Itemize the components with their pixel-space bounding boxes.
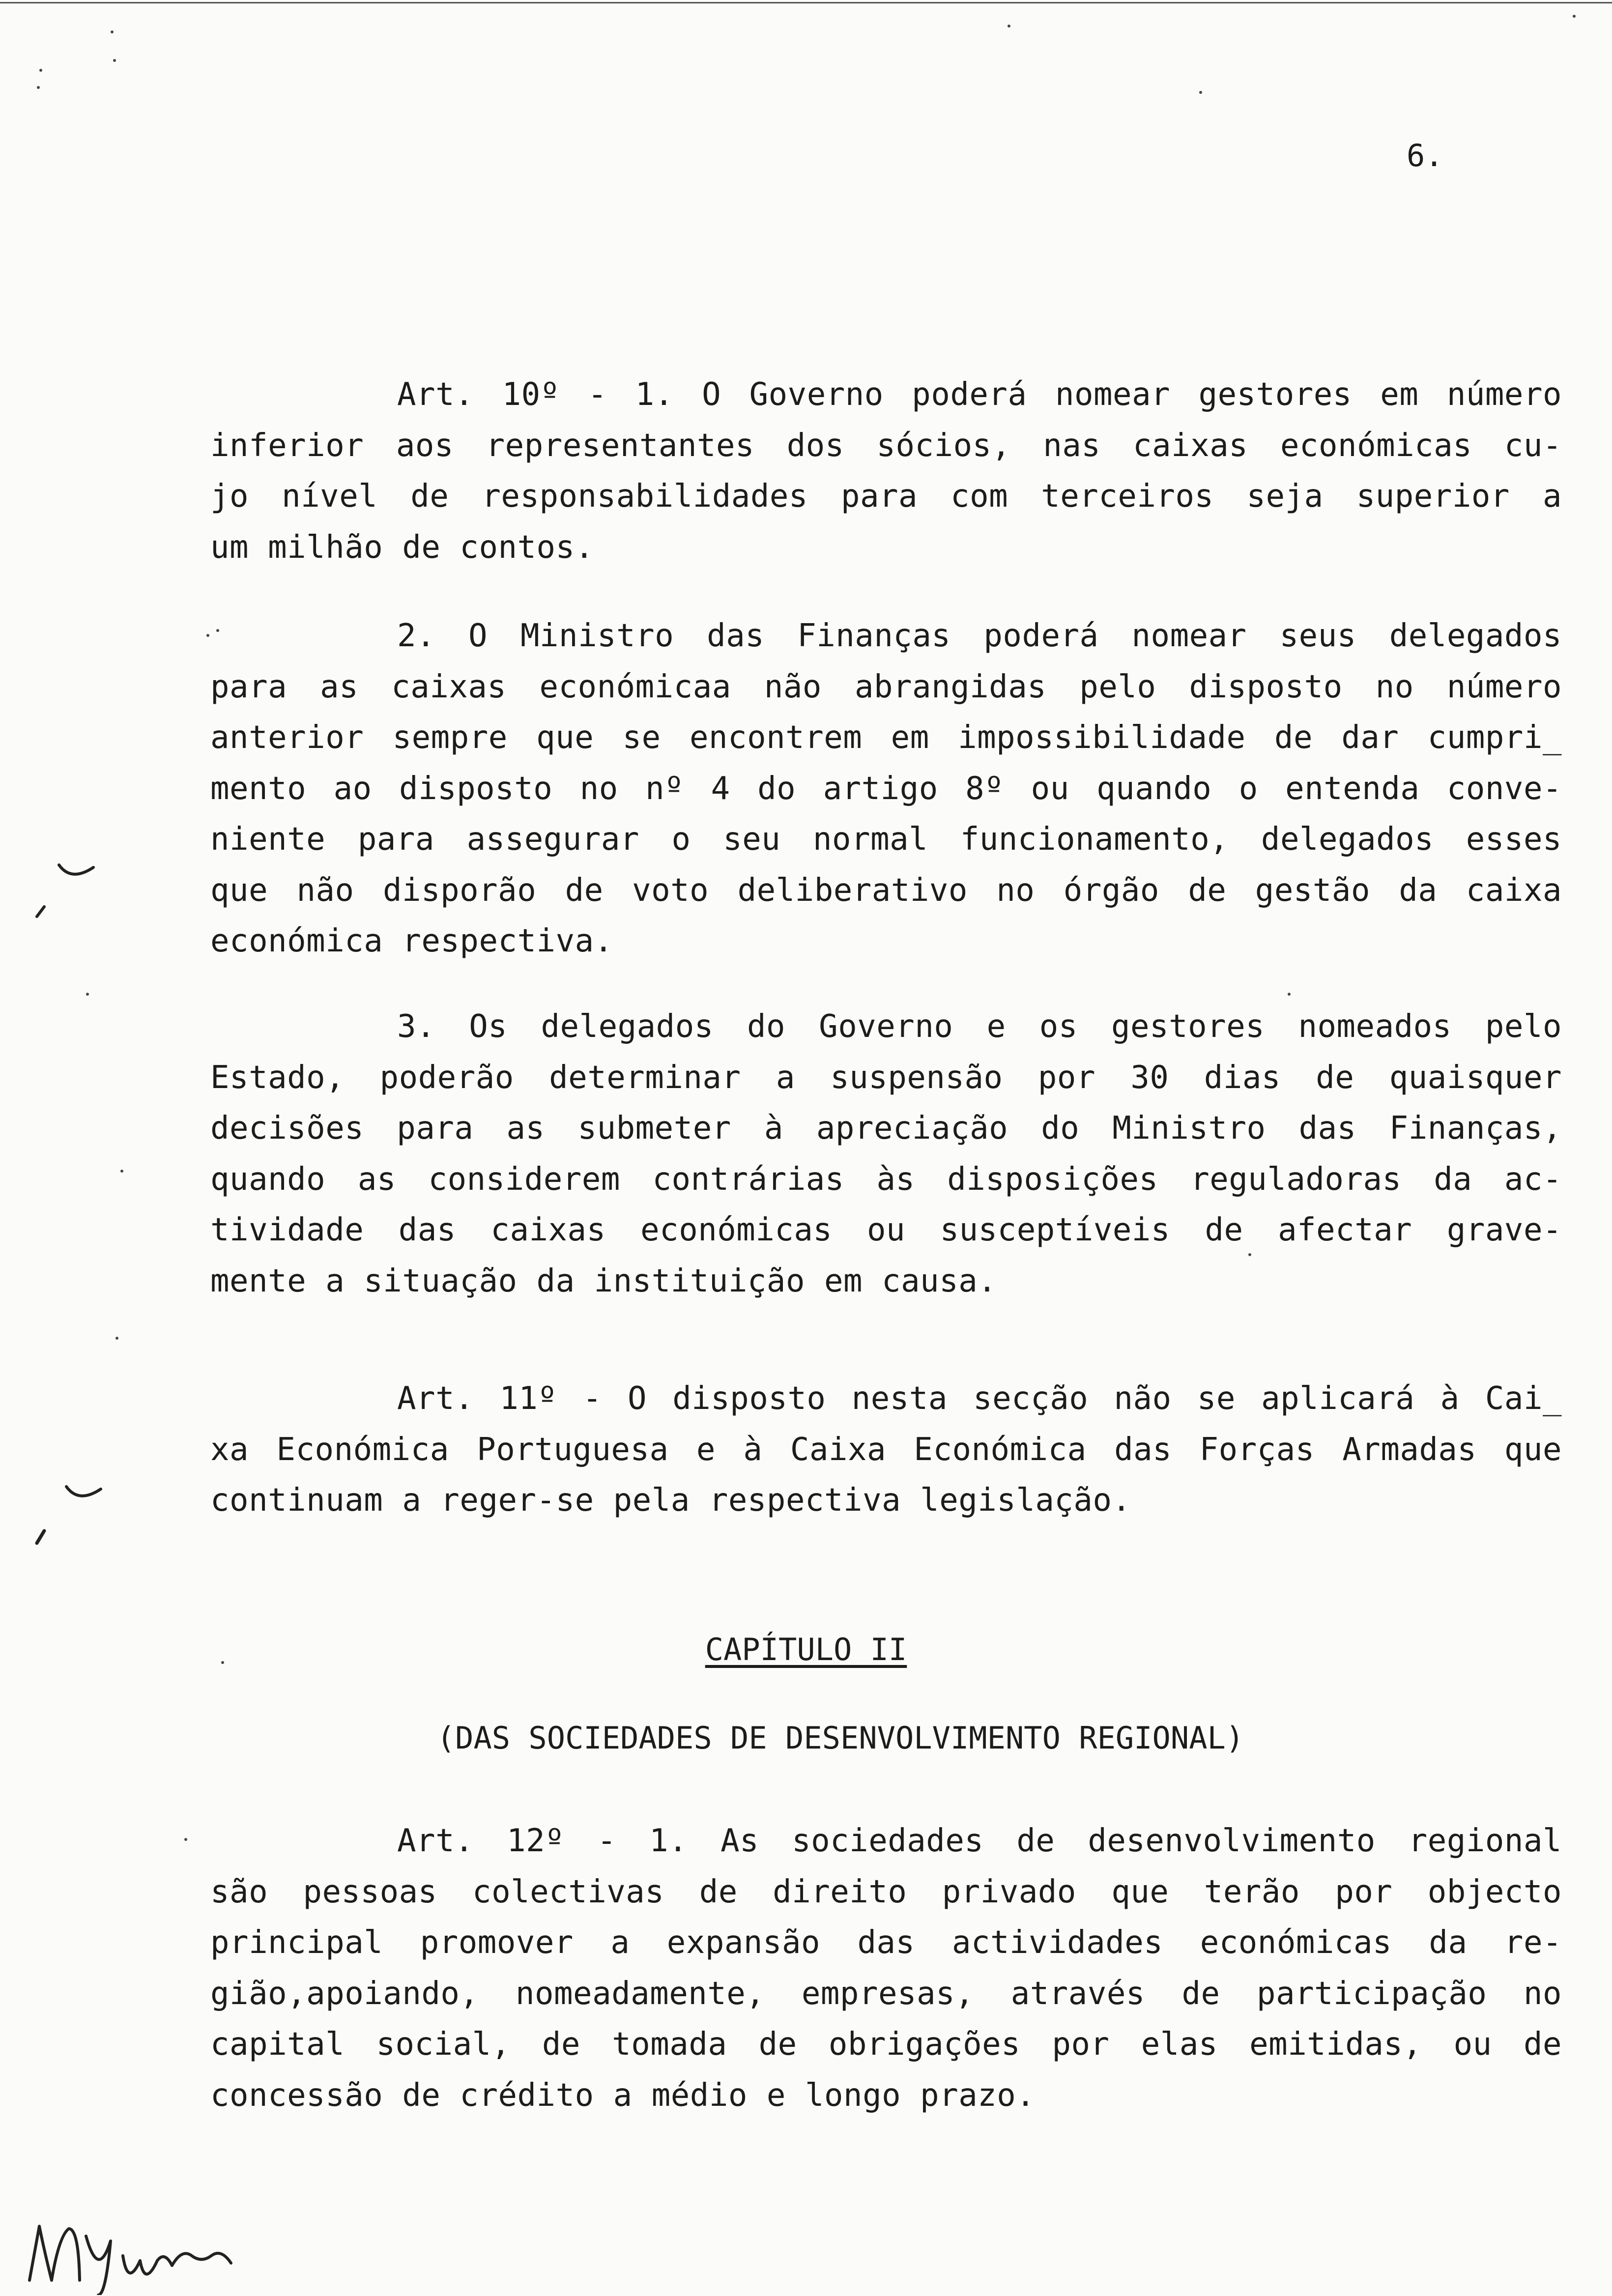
scan-speck <box>1008 25 1010 28</box>
text-line: xa Económica Portuguesa e à Caixa Económica das Forças Armadas que <box>210 1431 1562 1468</box>
text-line: são pessoas colectivas de direito privado que terão por objecto <box>210 1873 1562 1910</box>
scan-speck <box>39 69 42 72</box>
text-line: económica respectiva. <box>210 923 613 959</box>
text-line: Estado, poderão determinar a suspensão por 30 dias de quaisquer <box>210 1059 1562 1096</box>
art11-paragraph <box>210 1374 1562 1526</box>
text-line: anterior sempre que se encontrem em impossibilidade de dar cumpri_ <box>210 719 1562 756</box>
margin-check-mark <box>29 1474 108 1553</box>
page-top-edge <box>0 2 1612 3</box>
scan-speck <box>86 993 89 996</box>
text-line: Art. 12º - 1. As sociedades de desenvolvimento regional <box>397 1823 1562 1859</box>
art12-paragraph <box>210 1816 1562 2121</box>
text-line: mento ao disposto no nº 4 do artigo 8º ou quando o entenda conve- <box>210 770 1562 807</box>
scan-speck <box>111 30 114 33</box>
scan-speck <box>221 1661 224 1664</box>
text-line: niente para assegurar o seu normal funcionamento, delegados esses <box>210 821 1562 858</box>
text-line: gião,apoiando, nomeadamente, empresas, através de participação no <box>210 1975 1562 2012</box>
text-line: jo nível de responsabilidades para com terceiros seja superior a <box>210 478 1562 515</box>
text-line: um milhão de contos. <box>210 529 594 566</box>
text-line: capital social, de tomada de obrigações por elas emitidas, ou de <box>210 2026 1562 2063</box>
text-line: mente a situação da instituição em causa. <box>210 1263 997 1299</box>
page-number: 6. <box>1407 138 1443 173</box>
text-line: concessão de crédito a médio e longo prazo. <box>210 2077 1036 2114</box>
handwritten-signature <box>25 2182 300 2295</box>
art10-paragraph-2 <box>210 611 1562 967</box>
text-line: para as caixas económicaa não abrangidas pelo disposto no número <box>210 668 1562 705</box>
chapter-subtitle: (DAS SOCIEDADES DE DESENVOLVIMENTO REGIONAL) <box>436 1720 1244 1756</box>
text-line: 3. Os delegados do Governo e os gestores nomeados pelo <box>397 1008 1562 1045</box>
scan-speck <box>184 1838 187 1841</box>
text-line: Art. 11º - O disposto nesta secção não se aplicará à Cai_ <box>397 1380 1562 1417</box>
text-line: quando as considerem contrárias às disposições reguladoras da ac- <box>210 1161 1562 1198</box>
scan-speck <box>1288 993 1291 996</box>
chapter-title <box>560 1632 1052 1667</box>
scan-speck <box>1199 91 1202 94</box>
chapter-title-text: CAPÍTULO II <box>705 1632 907 1667</box>
text-line: principal promover a expansão das actividades económicas da re- <box>210 1924 1562 1961</box>
text-line: tividade das caixas económicas ou susceptíveis de afectar grave- <box>210 1212 1562 1248</box>
art10-paragraph-3 <box>210 1002 1562 1307</box>
scan-speck <box>1248 1253 1251 1256</box>
text-line: que não disporão de voto deliberativo no órgão de gestão da caixa <box>210 872 1562 909</box>
scan-speck <box>206 634 209 637</box>
text-line: 2. O Ministro das Finanças poderá nomear seus delegados <box>397 618 1562 654</box>
margin-check-mark <box>29 855 108 924</box>
text-line: Art. 10º - 1. O Governo poderá nomear gestores em número <box>397 376 1562 413</box>
scan-speck <box>1573 15 1576 18</box>
text-line: inferior aos representantes dos sócios, nas caixas económicas cu- <box>210 427 1562 464</box>
scan-speck <box>120 1170 123 1173</box>
art10-paragraph-1 <box>210 370 1562 573</box>
scan-speck <box>216 629 219 632</box>
text-line: decisões para as submeter à apreciação do Ministro das Finanças, <box>210 1110 1562 1147</box>
scan-speck <box>37 86 40 89</box>
scan-speck <box>115 1337 118 1340</box>
scan-speck <box>113 59 116 62</box>
text-line: continuam a reger-se pela respectiva legislação. <box>210 1482 1131 1519</box>
